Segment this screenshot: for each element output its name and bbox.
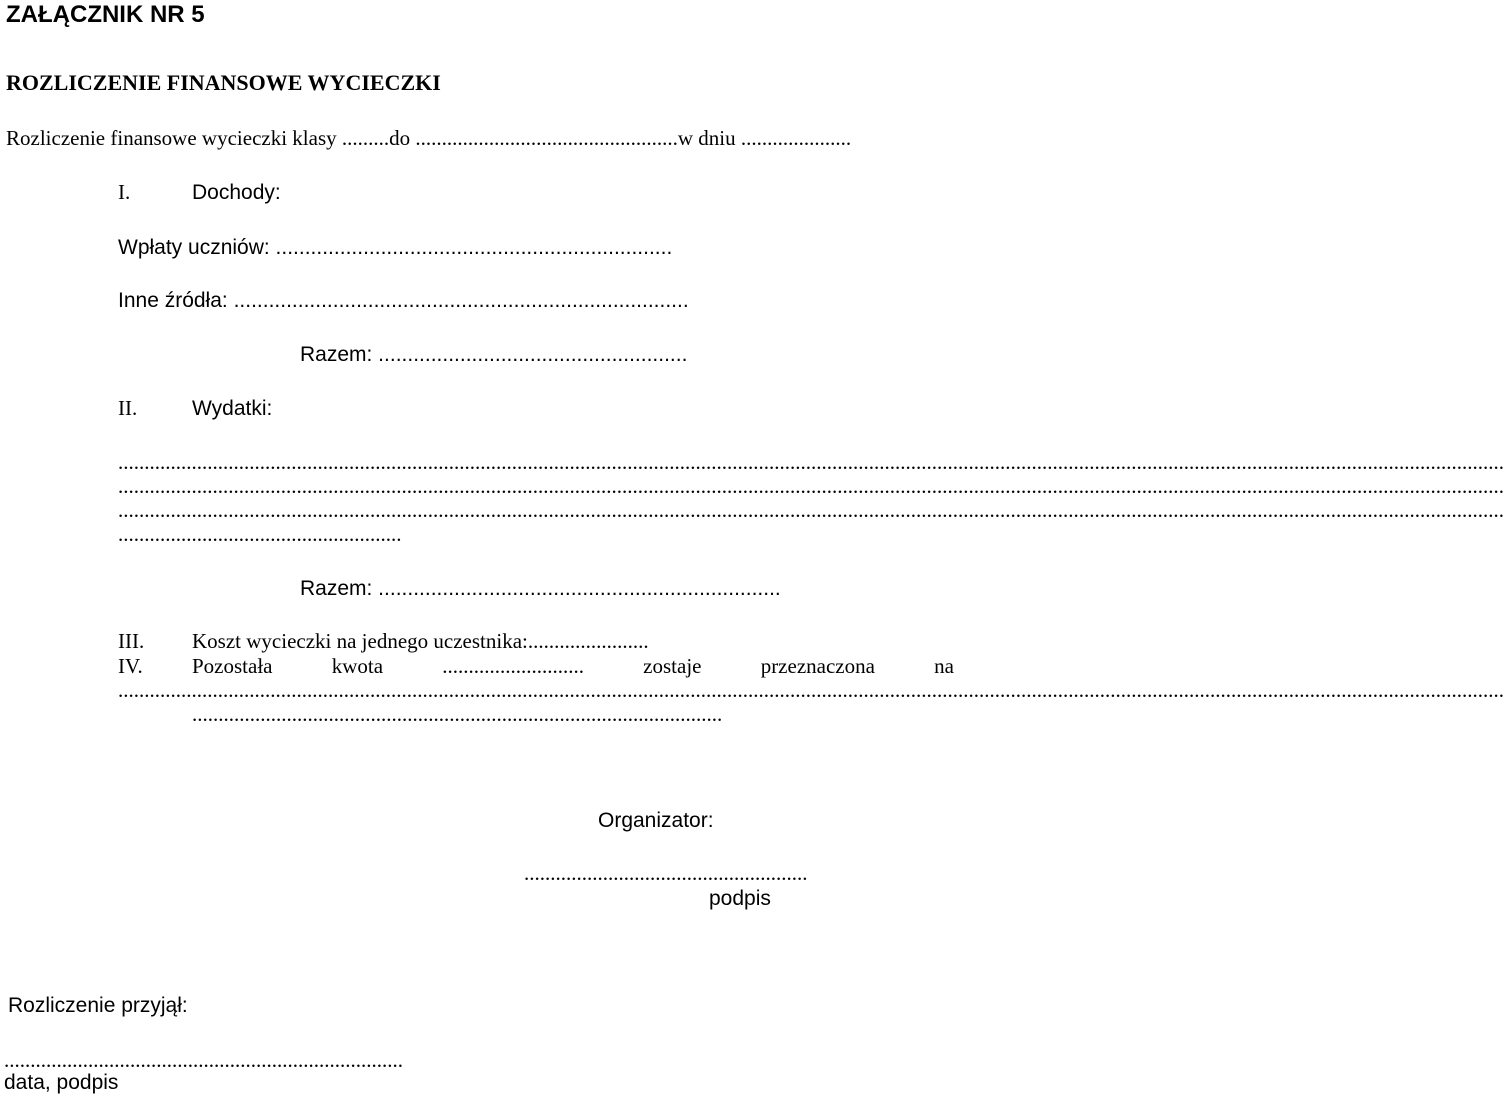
attachment-label: ZAŁĄCZNIK NR 5 (6, 1, 205, 28)
section-3-numeral: III. (118, 629, 145, 653)
word-przeznaczona: przeznaczona (760, 654, 875, 678)
section-1-heading: Dochody: (192, 181, 281, 204)
payments-line: Wpłaty uczniów: .................................................................... (118, 236, 673, 259)
word-zostaje: zostaje (643, 654, 702, 678)
remaining-dot-line-1: ........................................................................................................................................................................................................................................................................ (118, 678, 1504, 702)
expense-dot-line-1: ........................................................................................................................................................................................................................................................................ (118, 450, 1504, 474)
section-1-total: Razem: ..................................................... (300, 343, 688, 366)
section-2-numeral: II. (118, 396, 138, 420)
remaining-amount-line (192, 656, 954, 677)
section-2-heading: Wydatki: (192, 397, 273, 420)
word-kwota: kwota (331, 654, 384, 678)
other-sources-line: Inne źródła: .............................................................................. (118, 289, 689, 312)
document-title: ROZLICZENIE FINANSOWE WYCIECZKI (6, 70, 441, 95)
cost-per-participant: Koszt wycieczki na jednego uczestnika:....................... (192, 629, 649, 653)
word-na: na (934, 654, 954, 678)
expense-dot-line-4: ...................................................... (118, 522, 402, 546)
organizer-signature-dots: ...................................................... (524, 861, 808, 885)
accepted-signature-label: data, podpis (4, 1071, 119, 1094)
section-2-total: Razem: ..................................................................... (300, 577, 781, 600)
organizer-signature-label: podpis (709, 887, 771, 910)
accepted-signature-dots: ............................................................................ (4, 1048, 403, 1072)
section-4-numeral: IV. (118, 654, 143, 678)
section-1-numeral: I. (118, 180, 131, 204)
word-pozostala: Pozostała (192, 654, 273, 678)
intro-line: Rozliczenie finansowe wycieczki klasy .........do ..................................................w dniu ..................... (6, 126, 852, 150)
expense-dot-line-2: ........................................................................................................................................................................................................................................................................ (118, 474, 1504, 498)
remaining-dot-line-2: ..................................................................................................... (192, 702, 723, 726)
organizer-label: Organizator: (598, 809, 714, 832)
word-dots: ........................... (442, 654, 584, 678)
accepted-label: Rozliczenie przyjął: (8, 994, 188, 1017)
expense-dot-line-3: ........................................................................................................................................................................................................................................................................ (118, 498, 1504, 522)
